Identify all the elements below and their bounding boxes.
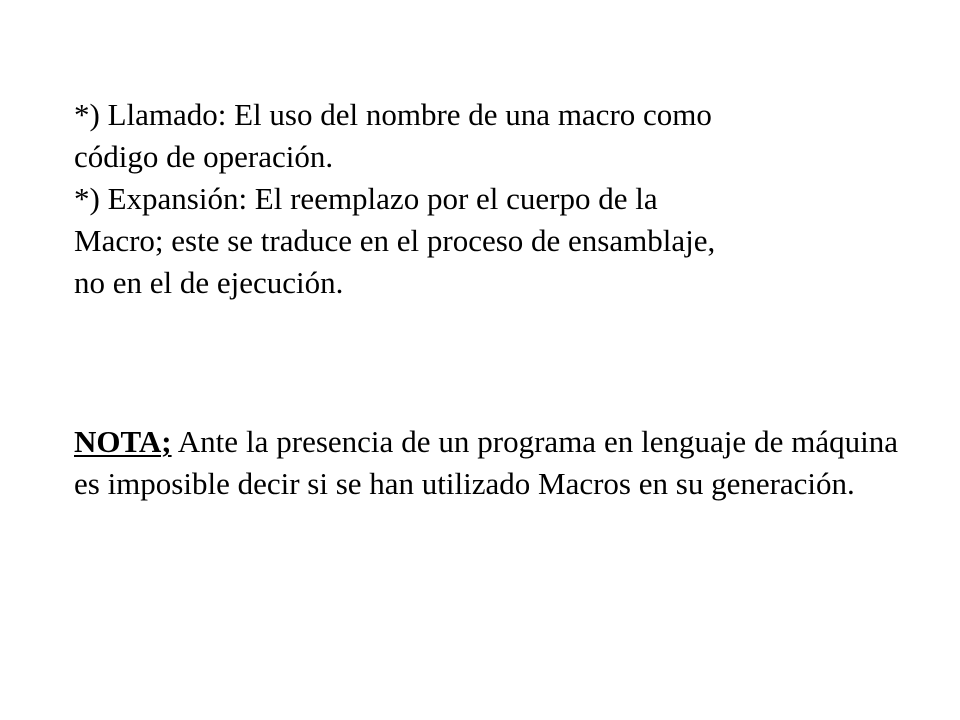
note-text: Ante la presencia de un programa en lenguaje de máquina es imposible decir si se han utilizado Macros en su generación. — [74, 424, 898, 501]
definition-expansion-line-2: Macro; este se traduce en el proceso de ensamblaje, — [74, 223, 716, 258]
definition-expansion-line-1: *) Expansión: El reemplazo por el cuerpo de la — [74, 181, 658, 216]
note-block — [74, 421, 898, 505]
definition-call-line-1: *) Llamado: El uso del nombre de una macro como — [74, 97, 712, 132]
definitions-block — [74, 94, 898, 304]
note-label: NOTA; — [74, 424, 172, 459]
definition-expansion-line-3: no en el de ejecución. — [74, 265, 344, 300]
definition-call-line-2: código de operación. — [74, 139, 334, 174]
